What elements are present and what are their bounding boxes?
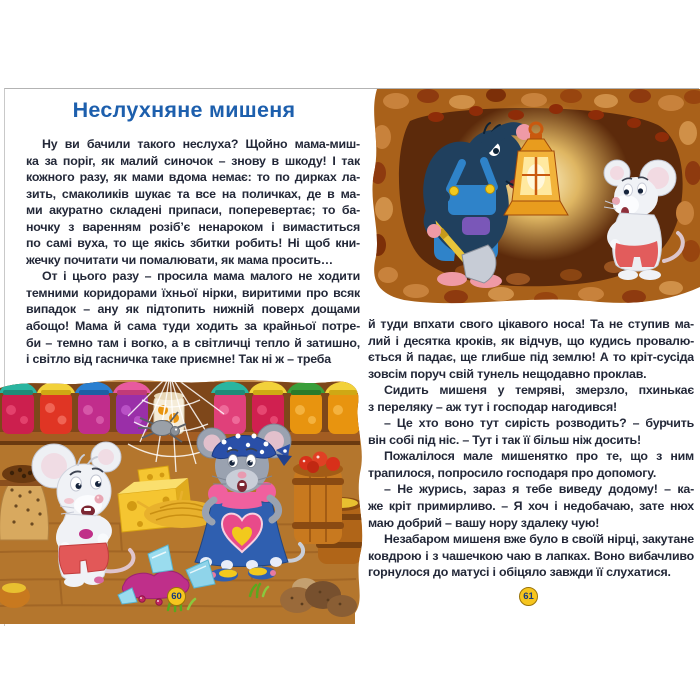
text-line: ка за поріг, як малий синочок – знову в шкоду! І так [26, 153, 360, 168]
text-line: Пожалілося мале мишенятко про те, що з ним [384, 449, 694, 464]
text-line: кожного разу, як мами вдома немає: то по дирках ла- [26, 170, 360, 185]
jam-stain [79, 529, 93, 539]
text-line: по самі вуха, то ще якісь збитки робить! Ні щоб кни- [26, 236, 360, 251]
text-line: він собі під ніс. – Тут і так її більш ніж досить! [368, 432, 641, 447]
text-line: Сидить мишеня у темряві, змерзло, пхинькає [384, 383, 694, 398]
text-line: – Не журись, зараз я тебе виведу додому! – ка- [384, 482, 694, 497]
text-line: з переляку – аж тут і господар нагодився! [368, 399, 617, 414]
text-line: би – темно там і вогко, а в світличці тепло й затишно, [26, 335, 360, 350]
text-line: горнулося до матусі і обіцяло завжди її слухатися. [368, 565, 671, 580]
text-line: жечку почитати чи помалювати, як мама просить… [26, 252, 333, 267]
right-page-text [368, 316, 694, 581]
text-line: же кріт примирливо. – Я хоч і недобачаю, зате нюх [368, 499, 694, 514]
text-line: Незабаром мишеня вже було в своїй нірці, закутане [384, 532, 694, 547]
text-line: випадок – ану як підтопить нижній поверх дощами [26, 302, 360, 317]
text-line: зовсім поруч свій тунель нещодавно проклав. [368, 366, 647, 381]
text-line: – Це хто воно тут сирість розводить? – бурчить [384, 416, 694, 431]
cellar-illustration [0, 374, 368, 624]
text-line: й туди впхати свого цікавого носа! Та не ступив ма- [368, 317, 694, 331]
page-number-badge-left: 60 [167, 587, 186, 606]
text-line: От і цього разу – просила мама малого не ходити [42, 269, 360, 284]
story-title: Неслухняне мишеня [72, 98, 296, 122]
text-line: ночку з варенням розіб’є ненароком і вимаститься [26, 219, 360, 234]
overalls-pocket [462, 217, 490, 235]
text-line: ється й падає, ще глибше під землю! А то кріт-сусіда [368, 350, 694, 365]
text-line: Ну ви бачили такого неслуха? Щойно мама-миш- [42, 137, 360, 151]
text-line: зить, смаколиків шукає та все на поличках, де в ма- [26, 186, 360, 201]
text-line: абощо! Мама й сама туди ходить за крайньої потре- [26, 319, 360, 334]
text-line: маю добрий – вашу нору здалеку чую! [368, 515, 600, 530]
text-line: темними коридорами їхньої нірки, виритими про всяк [26, 285, 360, 300]
text-line: ми акуратно складені припаси, поперевертає; то ба- [26, 203, 360, 218]
text-line: лий і десятка кроків, як відчув, що кудись провалю- [368, 333, 694, 348]
text-line: трапилося, попросило господаря про допомогу. [368, 465, 657, 480]
text-line: і світло від гасничка таке приємне! Так ні ж – треба [26, 352, 331, 367]
page-number-badge-right: 61 [519, 587, 538, 606]
left-page-text [26, 136, 360, 368]
text-line: ковдрою і з чашечкою чаю в лапках. Воно вибачливо [368, 548, 694, 563]
tunnel-illustration [366, 89, 700, 310]
